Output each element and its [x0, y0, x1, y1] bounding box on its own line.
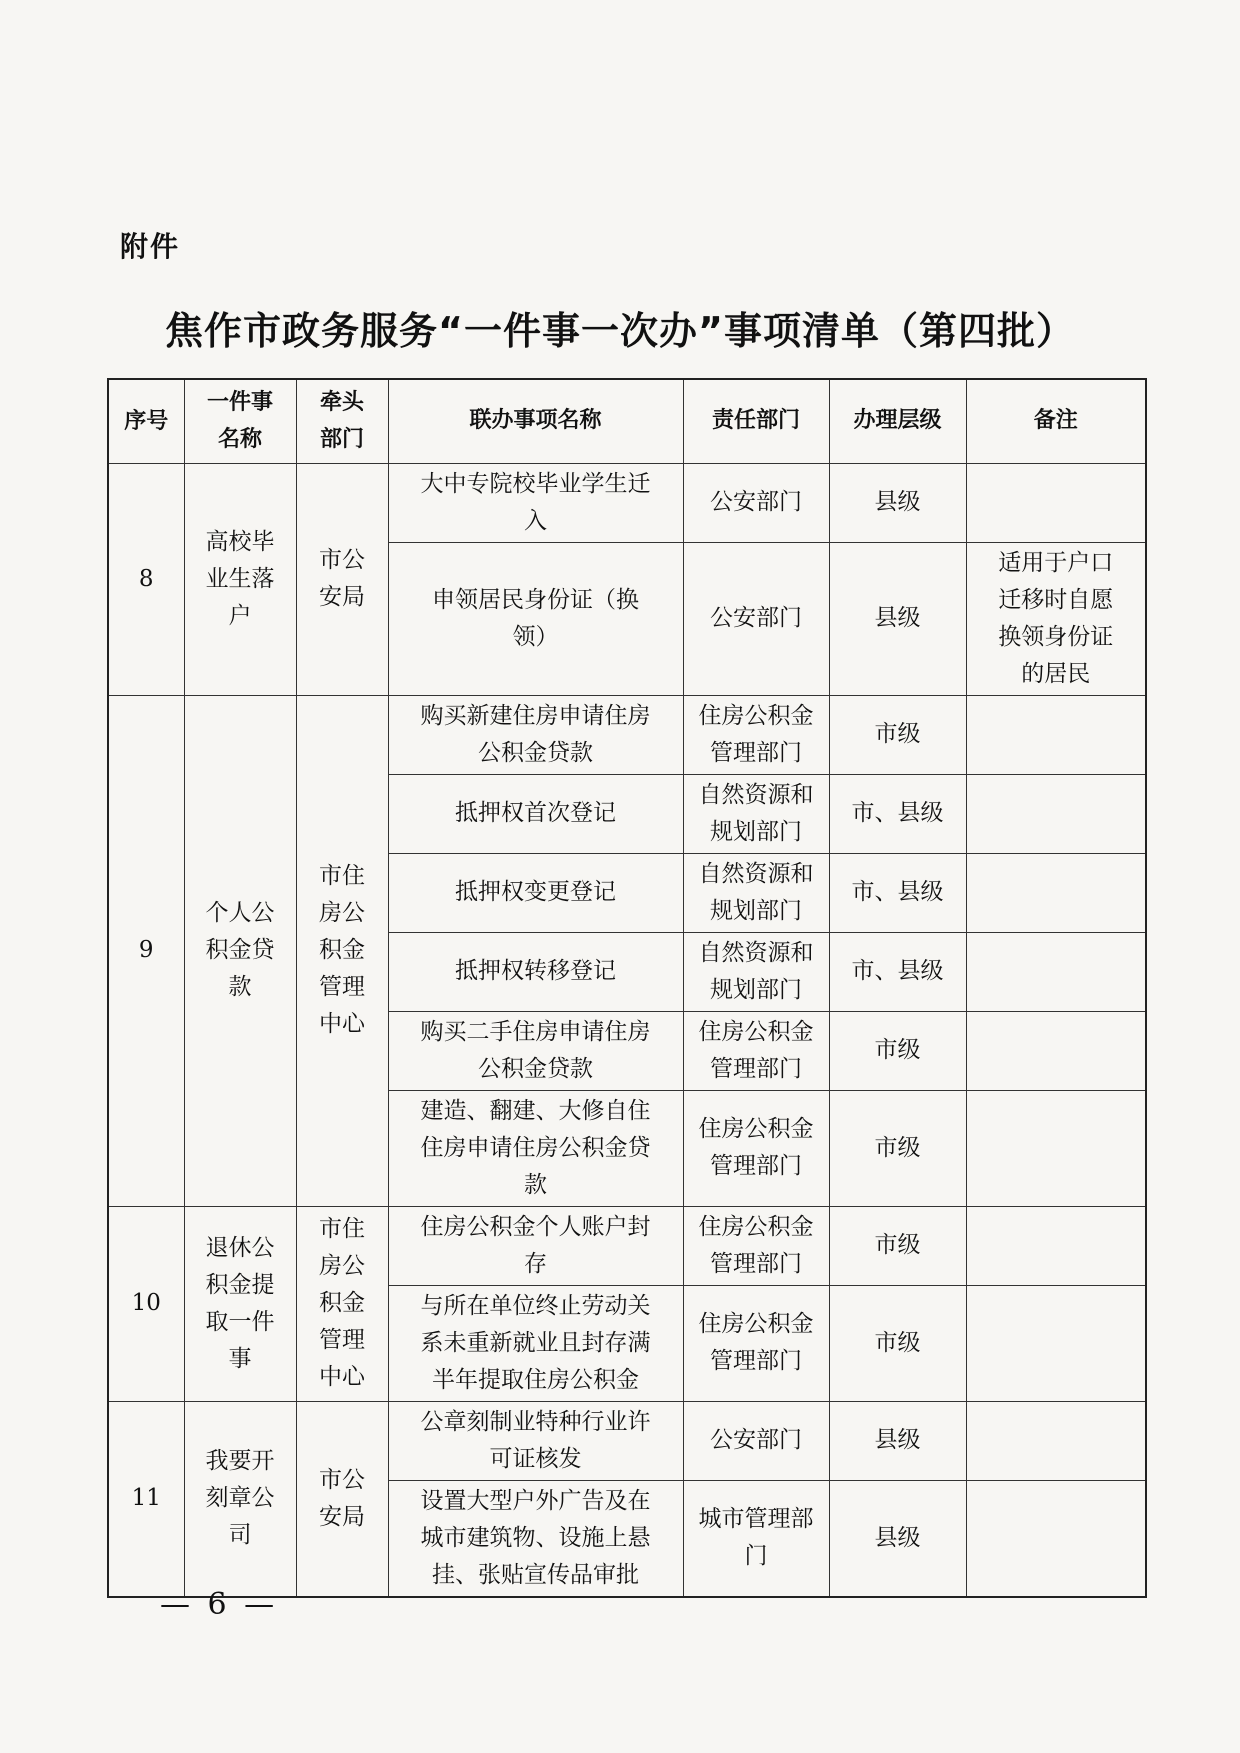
header-level: 办理层级 [829, 379, 966, 463]
cell-resp-dept: 住房公积金管理部门 [683, 1206, 829, 1285]
table-row [108, 695, 1146, 774]
cell-remarks [966, 1401, 1146, 1480]
attachment-label: 附件 [120, 230, 181, 263]
cell-event-name: 高校毕业生落户 [184, 463, 296, 695]
header-joint-item: 联办事项名称 [388, 379, 683, 463]
cell-joint-item: 公章刻制业特种行业许可证核发 [388, 1401, 683, 1480]
cell-joint-item: 大中专院校毕业学生迁入 [388, 463, 683, 542]
cell-resp-dept: 自然资源和规划部门 [683, 853, 829, 932]
cell-resp-dept: 自然资源和规划部门 [683, 932, 829, 1011]
cell-joint-item: 住房公积金个人账户封存 [388, 1206, 683, 1285]
cell-resp-dept: 住房公积金管理部门 [683, 1285, 829, 1401]
cell-level: 市、县级 [829, 932, 966, 1011]
cell-level: 县级 [829, 1480, 966, 1597]
cell-resp-dept: 公安部门 [683, 542, 829, 695]
cell-remarks [966, 774, 1146, 853]
cell-remarks: 适用于户口迁移时自愿换领身份证的居民 [966, 542, 1146, 695]
item-list-table [107, 378, 1147, 1598]
table-row [108, 463, 1146, 542]
cell-event-name: 个人公积金贷款 [184, 695, 296, 1206]
cell-seq: 8 [108, 463, 184, 695]
table-row [108, 1206, 1146, 1285]
header-seq: 序号 [108, 379, 184, 463]
cell-resp-dept: 住房公积金管理部门 [683, 695, 829, 774]
cell-level: 市级 [829, 695, 966, 774]
cell-joint-item: 抵押权转移登记 [388, 932, 683, 1011]
cell-lead-dept: 市住房公积金管理中心 [296, 695, 388, 1206]
cell-remarks [966, 1011, 1146, 1090]
cell-lead-dept: 市住房公积金管理中心 [296, 1206, 388, 1401]
cell-resp-dept: 自然资源和规划部门 [683, 774, 829, 853]
document-title: 焦作市政务服务“一件事一次办”事项清单（第四批） [165, 309, 1075, 353]
cell-level: 市级 [829, 1090, 966, 1206]
cell-resp-dept: 公安部门 [683, 463, 829, 542]
cell-level: 市级 [829, 1285, 966, 1401]
table-header [108, 379, 1146, 463]
cell-seq: 11 [108, 1401, 184, 1597]
cell-event-name: 退休公积金提取一件事 [184, 1206, 296, 1401]
cell-remarks [966, 463, 1146, 542]
cell-joint-item: 购买新建住房申请住房公积金贷款 [388, 695, 683, 774]
cell-remarks [966, 932, 1146, 1011]
table-row [108, 1401, 1146, 1480]
cell-remarks [966, 695, 1146, 774]
cell-seq: 9 [108, 695, 184, 1206]
cell-level: 市、县级 [829, 853, 966, 932]
cell-lead-dept: 市公安局 [296, 463, 388, 695]
cell-lead-dept: 市公安局 [296, 1401, 388, 1597]
cell-level: 市级 [829, 1206, 966, 1285]
cell-level: 县级 [829, 463, 966, 542]
header-lead-dept: 牵头部门 [296, 379, 388, 463]
cell-seq: 10 [108, 1206, 184, 1401]
table-body [108, 463, 1146, 1597]
header-event-name: 一件事名称 [184, 379, 296, 463]
cell-joint-item: 抵押权首次登记 [388, 774, 683, 853]
cell-event-name: 我要开刻章公司 [184, 1401, 296, 1597]
cell-level: 县级 [829, 1401, 966, 1480]
cell-level: 县级 [829, 542, 966, 695]
cell-level: 市级 [829, 1011, 966, 1090]
cell-resp-dept: 城市管理部门 [683, 1480, 829, 1597]
cell-resp-dept: 住房公积金管理部门 [683, 1090, 829, 1206]
cell-joint-item: 设置大型户外广告及在城市建筑物、设施上悬挂、张贴宣传品审批 [388, 1480, 683, 1597]
cell-resp-dept: 公安部门 [683, 1401, 829, 1480]
cell-joint-item: 抵押权变更登记 [388, 853, 683, 932]
cell-level: 市、县级 [829, 774, 966, 853]
page-number: — 6 — [160, 1587, 279, 1622]
header-remarks: 备注 [966, 379, 1146, 463]
cell-joint-item: 申领居民身份证（换领） [388, 542, 683, 695]
cell-remarks [966, 1480, 1146, 1597]
cell-joint-item: 建造、翻建、大修自住住房申请住房公积金贷款 [388, 1090, 683, 1206]
cell-joint-item: 与所在单位终止劳动关系未重新就业且封存满半年提取住房公积金 [388, 1285, 683, 1401]
cell-joint-item: 购买二手住房申请住房公积金贷款 [388, 1011, 683, 1090]
cell-remarks [966, 1206, 1146, 1285]
cell-remarks [966, 1090, 1146, 1206]
header-resp-dept: 责任部门 [683, 379, 829, 463]
cell-resp-dept: 住房公积金管理部门 [683, 1011, 829, 1090]
cell-remarks [966, 1285, 1146, 1401]
cell-remarks [966, 853, 1146, 932]
